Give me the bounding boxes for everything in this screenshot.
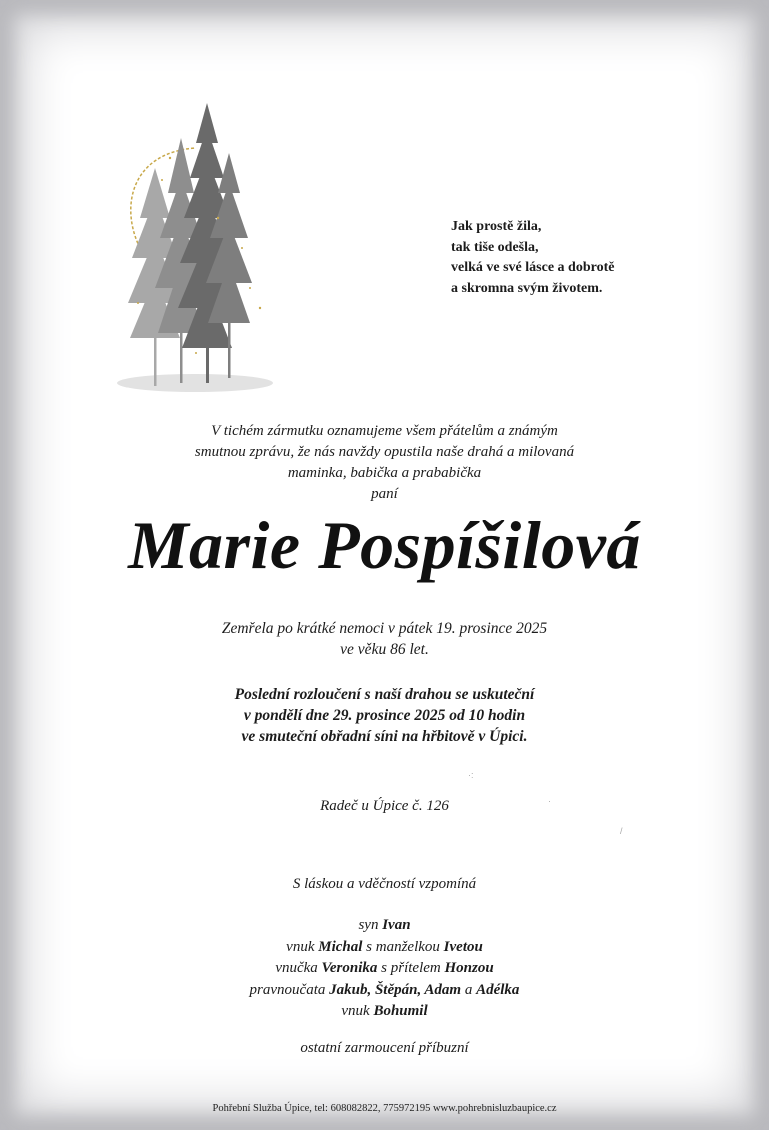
funeral-line: v pondělí dne 29. prosince 2025 od 10 hodin	[243, 707, 526, 724]
funeral-line: Poslední rozloučení s naší drahou se uskuteční	[234, 686, 535, 703]
mourner-connector: s manželkou	[362, 938, 444, 955]
scan-speck: ·	[548, 796, 551, 806]
mourner-partner-name: Adélka	[476, 981, 520, 998]
mourner-name: Ivan	[382, 917, 411, 933]
scan-speck: ·:	[468, 770, 474, 780]
mourner-line	[0, 980, 769, 1002]
poem-line: tak tiše odešla,	[451, 239, 539, 255]
mourner-name: Jakub, Štěpán, Adam	[329, 981, 462, 998]
mourner-line	[0, 915, 769, 937]
mourner-line	[0, 958, 769, 980]
funeral-line: ve smuteční obřadní síni na hřbitově v Úpici.	[241, 728, 528, 745]
funeral-service-footer: Pohřební Služba Úpice, tel: 608082822, 775972195 www.pohrebnisluzbaupice.cz	[212, 1103, 557, 1114]
mourner-partner-name: Ivetou	[443, 938, 483, 955]
mourner-relation: vnučka	[275, 960, 322, 976]
poem-line: velká ve své lásce a dobrotě	[451, 260, 615, 275]
address: Radeč u Úpice č. 126	[320, 798, 449, 814]
announcement-text	[0, 421, 769, 505]
announcement-line: maminka, babička a prababička	[287, 465, 482, 481]
mourner-relation: vnuk	[341, 1003, 374, 1019]
poem	[451, 217, 681, 299]
funeral-info	[0, 684, 769, 747]
mourner-partner-name: Honzou	[444, 960, 494, 976]
mourner-name: Veronika	[321, 960, 378, 976]
mourner-relation: vnuk	[286, 938, 319, 955]
mourner-relation: syn	[358, 917, 383, 933]
death-info-line: ve věku 86 let.	[340, 641, 429, 658]
announcement-line: smutnou zprávu, že nás navždy opustila naše drahá a milovaná	[194, 444, 575, 460]
announcement-line: paní	[371, 486, 398, 502]
mourner-name: Bohumil	[373, 1003, 428, 1019]
remembrance-line: S láskou a vděčností vzpomíná	[292, 876, 477, 892]
deceased-name: Marie Pospíšilová	[128, 507, 641, 583]
death-info-line: Zemřela po krátké nemoci v pátek 19. prosince 2025	[221, 620, 548, 637]
mourner-connector: a	[461, 981, 477, 998]
mourners-list	[0, 915, 769, 1023]
mourner-relation: pravnoučata	[249, 981, 330, 998]
mourner-line	[0, 1001, 769, 1023]
poem-line: Jak prostě žila,	[451, 219, 542, 234]
mourner-connector: s přítelem	[377, 960, 445, 976]
scan-speck: /	[620, 826, 623, 836]
other-relatives: ostatní zarmoucení příbuzní	[300, 1040, 469, 1056]
pine-trees-illustration	[100, 98, 290, 400]
mourner-name: Michal	[318, 938, 363, 955]
death-info	[0, 618, 769, 660]
mourner-line	[0, 937, 769, 959]
announcement-line: V tichém zármutku oznamujeme všem přátelům a známým	[211, 423, 558, 439]
poem-line: a skromna svým životem.	[451, 280, 603, 296]
